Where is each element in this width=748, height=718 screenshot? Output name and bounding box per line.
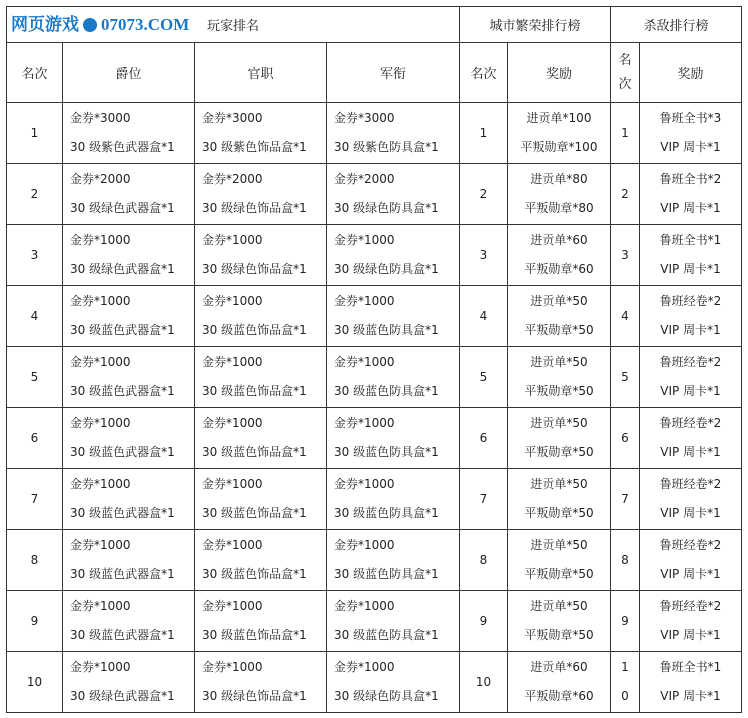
city-reward-line: 平叛勋章*50 [524, 628, 594, 642]
office-reward-line: 金券*1000 [202, 355, 263, 369]
table-row [7, 347, 742, 408]
city-reward [508, 286, 611, 347]
office-reward-line: 金券*1000 [202, 538, 263, 552]
office-reward-line: 金券*1000 [202, 416, 263, 430]
city-prosperity-header: 城市繁荣排行榜 [460, 7, 611, 43]
watermark-logo [11, 13, 189, 37]
kill-reward-line: 鲁班全书*2 [659, 172, 722, 186]
city-reward-line: 平叛勋章*60 [524, 689, 594, 703]
table-row [7, 591, 742, 652]
kill-rank-cell: 3 [611, 225, 640, 286]
title-reward [63, 591, 195, 652]
kill-rank-header [611, 43, 640, 103]
military-reward [327, 591, 460, 652]
kill-reward-line: 鲁班经卷*2 [659, 355, 722, 369]
military-reward [327, 225, 460, 286]
military-header: 军衔 [327, 43, 460, 103]
table-row [7, 164, 742, 225]
kill-reward [640, 225, 742, 286]
title-reward-line: 金券*1000 [70, 355, 131, 369]
kill-reward [640, 347, 742, 408]
city-rank-cell: 2 [460, 164, 508, 225]
military-reward-line: 30 级蓝色防具盒*1 [334, 445, 439, 459]
rank-cell: 4 [7, 286, 63, 347]
office-reward [195, 408, 327, 469]
office-reward-line: 30 级蓝色饰品盒*1 [202, 506, 307, 520]
military-reward [327, 347, 460, 408]
office-header: 官职 [195, 43, 327, 103]
kill-rank-header-char: 名 [618, 52, 632, 68]
office-reward-line: 30 级蓝色饰品盒*1 [202, 567, 307, 581]
office-reward-line: 金券*2000 [202, 172, 263, 186]
title-reward-line: 30 级蓝色武器盒*1 [70, 567, 175, 581]
military-reward-line: 金券*1000 [334, 233, 395, 247]
military-reward-line: 30 级绿色防具盒*1 [334, 262, 439, 276]
city-reward [508, 225, 611, 286]
kill-reward-line: 鲁班经卷*2 [659, 294, 722, 308]
kill-reward [640, 652, 742, 713]
city-reward [508, 408, 611, 469]
military-reward [327, 469, 460, 530]
military-reward-line: 30 级蓝色防具盒*1 [334, 567, 439, 581]
title-reward-line: 30 级绿色武器盒*1 [70, 262, 175, 276]
title-reward [63, 652, 195, 713]
city-reward-line: 平叛勋章*60 [524, 262, 594, 276]
office-reward-line: 金券*1000 [202, 477, 263, 491]
rank-cell: 6 [7, 408, 63, 469]
title-reward-line: 30 级紫色武器盒*1 [70, 140, 175, 154]
table-row [7, 530, 742, 591]
rank-cell: 3 [7, 225, 63, 286]
title-reward-line: 金券*2000 [70, 172, 131, 186]
office-reward-line: 30 级绿色饰品盒*1 [202, 262, 307, 276]
title-reward [63, 530, 195, 591]
city-rank-cell: 3 [460, 225, 508, 286]
kill-reward-line: VIP 周卡*1 [660, 628, 721, 642]
kill-reward [640, 103, 742, 164]
military-reward [327, 652, 460, 713]
office-reward-line: 金券*1000 [202, 599, 263, 613]
rank-cell: 7 [7, 469, 63, 530]
table-row [7, 469, 742, 530]
city-reward-line: 进贡单*60 [530, 233, 588, 247]
city-rank-cell: 6 [460, 408, 508, 469]
military-reward-line: 30 级紫色防具盒*1 [334, 140, 439, 154]
military-reward-line: 30 级蓝色防具盒*1 [334, 628, 439, 642]
city-rank-cell: 1 [460, 103, 508, 164]
kill-reward [640, 286, 742, 347]
rank-cell: 1 [7, 103, 63, 164]
title-reward [63, 286, 195, 347]
kill-reward-line: VIP 周卡*1 [660, 384, 721, 398]
office-reward [195, 530, 327, 591]
military-reward-line: 金券*3000 [334, 111, 395, 125]
mascot-icon [83, 18, 97, 32]
military-reward-line: 30 级蓝色防具盒*1 [334, 384, 439, 398]
kill-ranking-header: 杀敌排行榜 [611, 7, 742, 43]
military-reward-line: 金券*1000 [334, 477, 395, 491]
title-reward-line: 30 级蓝色武器盒*1 [70, 628, 175, 642]
title-reward [63, 469, 195, 530]
kill-rank-char: 0 [621, 689, 629, 703]
office-reward-line: 金券*1000 [202, 294, 263, 308]
table-row [7, 103, 742, 164]
title-reward [63, 408, 195, 469]
office-reward-line: 金券*1000 [202, 660, 263, 674]
city-reward [508, 652, 611, 713]
kill-reward-line: 鲁班全书*3 [659, 111, 722, 125]
city-reward-header: 奖励 [508, 43, 611, 103]
title-reward [63, 225, 195, 286]
table-row [7, 225, 742, 286]
kill-reward [640, 591, 742, 652]
city-rank-cell: 5 [460, 347, 508, 408]
kill-rank-cell: 9 [611, 591, 640, 652]
military-reward [327, 530, 460, 591]
kill-reward-line: 鲁班经卷*2 [659, 538, 722, 552]
city-reward [508, 164, 611, 225]
city-reward-line: 进贡单*50 [530, 538, 588, 552]
kill-reward-line: VIP 周卡*1 [660, 262, 721, 276]
title-header: 爵位 [63, 43, 195, 103]
title-reward-line: 金券*1000 [70, 599, 131, 613]
office-reward [195, 103, 327, 164]
city-rank-header: 名次 [460, 43, 508, 103]
military-reward-line: 金券*1000 [334, 660, 395, 674]
office-reward-line: 30 级绿色饰品盒*1 [202, 689, 307, 703]
city-reward-line: 进贡单*50 [530, 416, 588, 430]
office-reward [195, 225, 327, 286]
office-reward [195, 652, 327, 713]
city-rank-cell: 9 [460, 591, 508, 652]
city-reward-line: 平叛勋章*50 [524, 445, 594, 459]
watermark-domain: 07073.COM [101, 15, 190, 34]
city-reward-line: 进贡单*50 [530, 599, 588, 613]
title-reward [63, 347, 195, 408]
rank-header: 名次 [7, 43, 63, 103]
kill-reward-line: 鲁班全书*1 [659, 233, 722, 247]
military-reward-line: 30 级绿色防具盒*1 [334, 689, 439, 703]
office-reward [195, 286, 327, 347]
military-reward [327, 103, 460, 164]
city-reward [508, 591, 611, 652]
city-reward-line: 进贡单*60 [530, 660, 588, 674]
player-ranking-header: 玩家排名 [7, 7, 460, 43]
office-reward-line: 30 级蓝色饰品盒*1 [202, 445, 307, 459]
title-reward-line: 30 级蓝色武器盒*1 [70, 445, 175, 459]
title-reward-line: 金券*1000 [70, 538, 131, 552]
rank-cell: 10 [7, 652, 63, 713]
kill-rank-cell: 2 [611, 164, 640, 225]
title-reward-line: 30 级绿色武器盒*1 [70, 201, 175, 215]
kill-reward-line: VIP 周卡*1 [660, 689, 721, 703]
kill-reward-line: 鲁班经卷*2 [659, 477, 722, 491]
table-row [7, 286, 742, 347]
city-rank-cell: 7 [460, 469, 508, 530]
kill-reward [640, 530, 742, 591]
city-reward [508, 347, 611, 408]
office-reward [195, 591, 327, 652]
military-reward-line: 金券*1000 [334, 294, 395, 308]
city-reward-line: 进贡单*50 [530, 477, 588, 491]
kill-reward-line: VIP 周卡*1 [660, 201, 721, 215]
title-reward-line: 金券*1000 [70, 477, 131, 491]
table-row [7, 652, 742, 713]
title-reward-line: 金券*1000 [70, 294, 131, 308]
military-reward-line: 30 级蓝色防具盒*1 [334, 323, 439, 337]
kill-rank-cell: 7 [611, 469, 640, 530]
watermark-text: 网页游戏 [11, 15, 79, 35]
city-reward-line: 进贡单*50 [530, 294, 588, 308]
title-reward-line: 30 级蓝色武器盒*1 [70, 384, 175, 398]
kill-rank-header-char: 次 [618, 76, 632, 92]
office-reward-line: 30 级蓝色饰品盒*1 [202, 384, 307, 398]
office-reward [195, 164, 327, 225]
city-reward-line: 平叛勋章*50 [524, 506, 594, 520]
kill-reward-line: 鲁班经卷*2 [659, 599, 722, 613]
office-reward [195, 347, 327, 408]
kill-rank-cell: 5 [611, 347, 640, 408]
city-reward-line: 平叛勋章*50 [524, 567, 594, 581]
title-reward-line: 30 级绿色武器盒*1 [70, 689, 175, 703]
city-reward-line: 平叛勋章*50 [524, 384, 594, 398]
city-rank-cell: 8 [460, 530, 508, 591]
title-reward [63, 103, 195, 164]
title-reward [63, 164, 195, 225]
city-rank-cell: 4 [460, 286, 508, 347]
military-reward-line: 金券*1000 [334, 355, 395, 369]
kill-rank-cell: 1 [611, 103, 640, 164]
military-reward-line: 30 级绿色防具盒*1 [334, 201, 439, 215]
city-reward-line: 平叛勋章*50 [524, 323, 594, 337]
kill-rank-cell: 6 [611, 408, 640, 469]
title-reward-line: 30 级蓝色武器盒*1 [70, 323, 175, 337]
kill-reward-line: VIP 周卡*1 [660, 567, 721, 581]
military-reward [327, 286, 460, 347]
kill-rank-cell: 4 [611, 286, 640, 347]
title-reward-line: 金券*1000 [70, 416, 131, 430]
office-reward-line: 30 级绿色饰品盒*1 [202, 201, 307, 215]
office-reward-line: 30 级蓝色饰品盒*1 [202, 628, 307, 642]
military-reward [327, 408, 460, 469]
kill-reward [640, 164, 742, 225]
city-reward [508, 103, 611, 164]
office-reward-line: 30 级紫色饰品盒*1 [202, 140, 307, 154]
military-reward-line: 30 级蓝色防具盒*1 [334, 506, 439, 520]
city-reward-line: 平叛勋章*80 [524, 201, 594, 215]
title-reward-line: 金券*3000 [70, 111, 131, 125]
kill-rank-char: 1 [621, 660, 629, 674]
military-reward [327, 164, 460, 225]
office-reward-line: 30 级蓝色饰品盒*1 [202, 323, 307, 337]
office-reward [195, 469, 327, 530]
kill-reward [640, 408, 742, 469]
office-reward-line: 金券*3000 [202, 111, 263, 125]
kill-reward-header: 奖励 [640, 43, 742, 103]
kill-rank-cell [611, 652, 640, 713]
kill-reward [640, 469, 742, 530]
military-reward-line: 金券*1000 [334, 416, 395, 430]
rankings-reward-table [6, 6, 742, 713]
kill-reward-line: 鲁班经卷*2 [659, 416, 722, 430]
office-reward-line: 金券*1000 [202, 233, 263, 247]
kill-reward-line: VIP 周卡*1 [660, 445, 721, 459]
rank-cell: 9 [7, 591, 63, 652]
kill-reward-line: VIP 周卡*1 [660, 323, 721, 337]
city-reward-line: 进贡单*80 [530, 172, 588, 186]
city-reward [508, 530, 611, 591]
city-reward [508, 469, 611, 530]
table-row [7, 408, 742, 469]
city-reward-line: 平叛勋章*100 [520, 140, 598, 154]
military-reward-line: 金券*2000 [334, 172, 395, 186]
kill-reward-line: VIP 周卡*1 [660, 506, 721, 520]
city-reward-line: 进贡单*50 [530, 355, 588, 369]
kill-reward-line: 鲁班全书*1 [659, 660, 722, 674]
military-reward-line: 金券*1000 [334, 599, 395, 613]
title-reward-line: 30 级蓝色武器盒*1 [70, 506, 175, 520]
rank-cell: 8 [7, 530, 63, 591]
kill-reward-line: VIP 周卡*1 [660, 140, 721, 154]
title-reward-line: 金券*1000 [70, 233, 131, 247]
rank-cell: 5 [7, 347, 63, 408]
city-rank-cell: 10 [460, 652, 508, 713]
title-reward-line: 金券*1000 [70, 660, 131, 674]
rank-cell: 2 [7, 164, 63, 225]
military-reward-line: 金券*1000 [334, 538, 395, 552]
city-reward-line: 进贡单*100 [526, 111, 592, 125]
kill-rank-cell: 8 [611, 530, 640, 591]
